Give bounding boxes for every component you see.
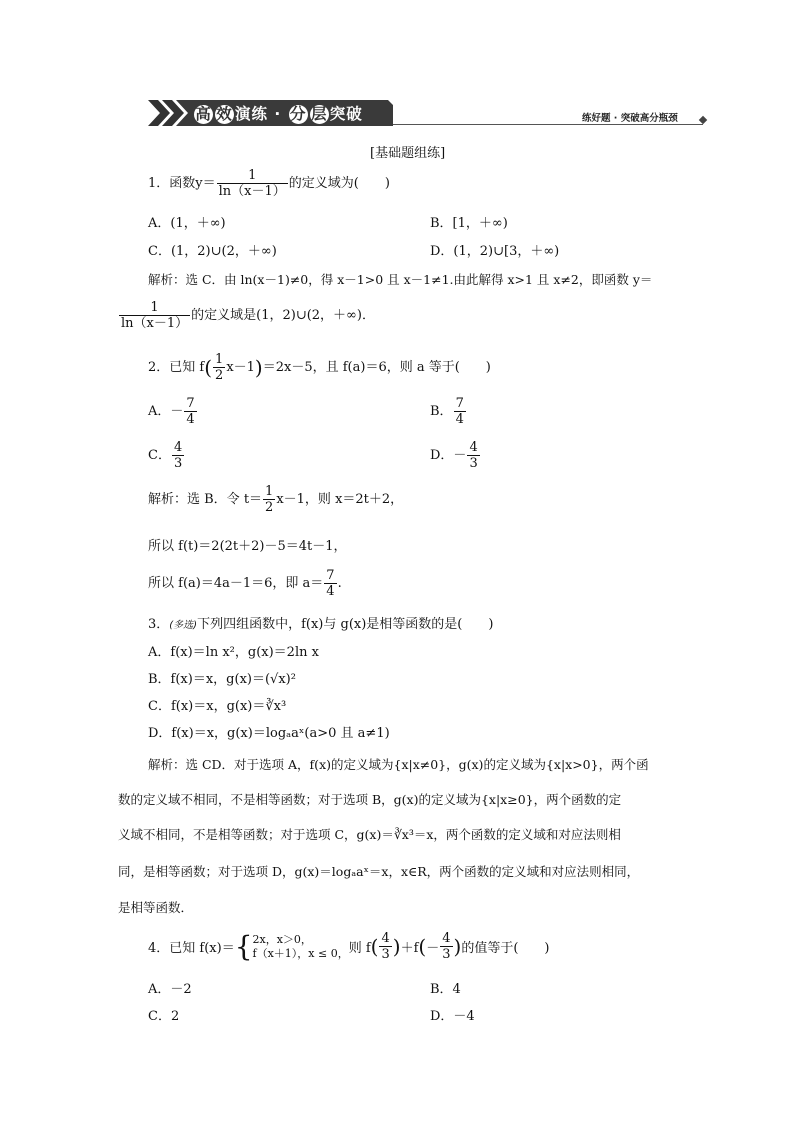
q1-fraction: $\frac{1}{\ln(x-1)}$	[218, 168, 286, 199]
q4-option-d: D．－4	[430, 1009, 475, 1024]
q2-analysis-line1: 解析：选 B．令 t＝ $\frac{1}{2}$ x－1，则 x＝2t＋2，	[148, 484, 404, 515]
q2-analysis-line3: 所以 f(a)＝4a－1＝6，即 a＝ $\frac{7}{4}$ .	[148, 568, 342, 599]
q1-option-a: A．(1，＋∞)	[148, 216, 226, 231]
q4-piecewise: 2x，x＞0， f（x＋1），x ≤ 0，	[252, 932, 349, 960]
header-rule	[393, 124, 703, 125]
multi-select-tag: (多选)	[169, 620, 198, 631]
q1-analysis-line2: $\frac{1}{\ln(x-1)}$ 的定义域是(1，2)∪(2，＋∞)．	[121, 300, 375, 331]
header-slogan: 练好题 · 突破高分瓶颈	[582, 113, 678, 124]
q4-stem: 4．已知 f(x)＝{ 2x，x＞0， f（x＋1），x ≤ 0， 则 f( $\frac{4}{3}$ )＋f(－ $\frac{4}{3}$ )的值等于( )	[148, 930, 550, 963]
q3-analysis-line1: 解析：选 CD．对于选项 A，f(x)的定义域为{x|x≠0}，g(x)的定义域为{x|x>0}，两个函	[148, 757, 649, 772]
q2-analysis-line2: 所以 f(t)＝2(2t＋2)－5＝4t－1，	[148, 539, 347, 554]
q3-option-c: C．f(x)＝x，g(x)＝∛x³	[148, 699, 287, 714]
section-title: [基础题组练]	[370, 146, 446, 161]
q4-option-a: A．－2	[148, 982, 192, 997]
q4-option-b: B．4	[430, 982, 461, 997]
q3-option-d: D．f(x)＝x，g(x)＝logₐaˣ(a>0 且 a≠1)	[148, 726, 390, 741]
q2-option-b: B． $\frac{7}{4}$	[430, 396, 464, 427]
q4-option-c: C．2	[148, 1009, 180, 1024]
q3-stem: 3．(多选)下列四组函数中，f(x)与 g(x)是相等函数的是( )	[148, 617, 494, 632]
q2-option-c: C． $\frac{4}{3}$	[148, 440, 183, 471]
q1-option-c: C．(1，2)∪(2，＋∞)	[148, 244, 277, 259]
q1-option-d: D．(1，2)∪[3，＋∞)	[430, 244, 560, 259]
q3-analysis-line4: 同，是相等函数；对于选项 D，g(x)＝logₐaˣ＝x，x∈R，两个函数的定义域和对应法则相同，	[118, 864, 640, 879]
q3-analysis-line3: 义域不相同，不是相等函数；对于选项 C，g(x)＝∛x³＝x，两个函数的定义域和对应法则相	[118, 827, 621, 842]
q1-option-b: B．[1，＋∞)	[430, 216, 508, 231]
q1-stem: 1．函数y＝ $\frac{1}{\ln(x-1)}$ 的定义域为( )	[148, 168, 390, 199]
banner-title: 高 效 演练 · 分 层 突破	[195, 105, 363, 123]
diamond-icon	[699, 116, 707, 124]
q3-analysis-line2: 数的定义域不相同，不是相等函数；对于选项 B，g(x)的定义域为{x|x≥0}，两个函数的定	[118, 792, 622, 807]
q1-analysis-line1: 解析：选 C．由 ln(x－1)≠0，得 x－1>0 且 x－1≠1.由此解得 x>1 且 x≠2，即函数 y＝	[148, 272, 653, 287]
q3-option-b: B．f(x)＝x，g(x)＝(√x)²	[148, 672, 296, 687]
q2-option-d: D．－ $\frac{4}{3}$	[430, 440, 478, 471]
q3-option-a: A．f(x)＝ln x²，g(x)＝2ln x	[148, 645, 319, 660]
q3-analysis-line5: 是相等函数．	[118, 900, 194, 915]
q2-stem: 2．已知 f( $\frac{1}{2}$ x－1)＝2x－5，且 f(a)＝6，则 a 等于( )	[148, 352, 491, 383]
q2-option-a: A．－ $\frac{7}{4}$	[148, 396, 195, 427]
section-banner	[148, 100, 393, 126]
